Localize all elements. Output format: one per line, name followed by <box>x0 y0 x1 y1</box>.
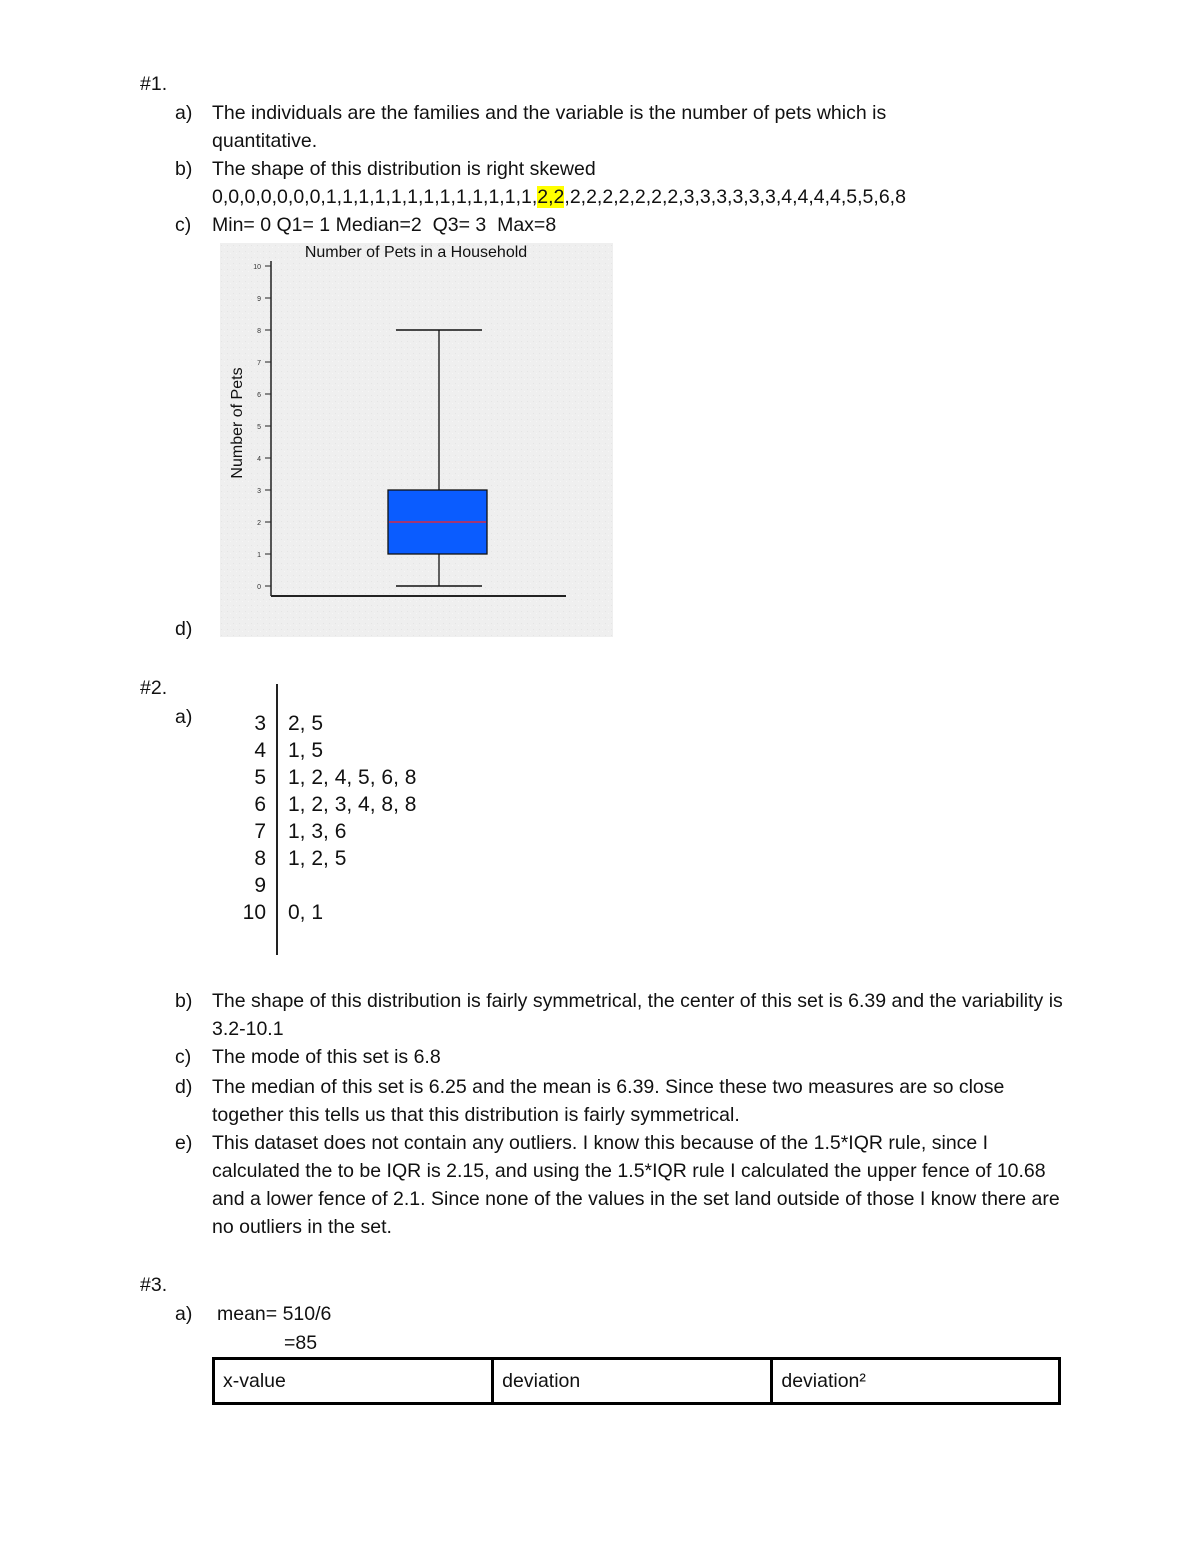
chart-title: Number of Pets in a Household <box>304 244 528 261</box>
y-tick-label: 0 <box>257 584 261 591</box>
table-header-x-value: x-value <box>214 1359 493 1404</box>
y-tick-label: 2 <box>257 520 261 527</box>
q3-heading: #3. <box>140 1274 168 1296</box>
y-tick-label: 9 <box>257 296 261 303</box>
q2-a-label: a) <box>175 706 193 728</box>
q1-b-highlight-comma: , <box>548 186 554 208</box>
leaf-values: 1, 3, 6 <box>288 820 347 843</box>
chart-background <box>220 243 613 637</box>
q2-e-text: This dataset does not contain any outliers. I know this because of the 1.5*IQR rule, since I calculated the to be IQR is 2.15, and using the 1.5*IQR rule I calculated the upper fence of 10.68 and a lower fence of 2.1. Since none of the values in the set land outside of those I know there are no outliers in the set. <box>212 1132 1060 1238</box>
q2-e-label: e) <box>175 1132 193 1154</box>
y-tick-label: 4 <box>257 456 261 463</box>
leaf-values: 0, 1 <box>288 901 324 924</box>
q2-heading: #2. <box>140 677 168 699</box>
q3-mean-line1: mean= 510/6 <box>217 1303 332 1325</box>
stem-value: 9 <box>254 874 266 897</box>
q1-b-text: The shape of this distribution is right skewed <box>212 158 596 180</box>
stemplot-divider <box>276 684 278 955</box>
q2-b-label: b) <box>175 990 193 1012</box>
q1-d-label: d) <box>175 618 193 640</box>
stem-value: 3 <box>254 712 266 735</box>
stem-value: 6 <box>254 793 266 816</box>
chart-y-axis-label: Number of Pets <box>229 367 246 479</box>
table-header-deviation-squared: deviation² <box>772 1359 1060 1404</box>
q1-b-data <box>212 183 906 211</box>
q2-c-label: c) <box>175 1046 192 1068</box>
stem-value: 10 <box>242 901 266 924</box>
q2-d-label: d) <box>175 1076 193 1098</box>
q1-c-label: c) <box>175 214 192 236</box>
deviation-table <box>212 1357 1061 1405</box>
boxplot-chart <box>220 243 613 637</box>
stem-value: 8 <box>254 847 266 870</box>
leaf-values: 1, 2, 5 <box>288 847 347 870</box>
y-tick-label: 8 <box>257 328 261 335</box>
stem-value: 5 <box>254 766 266 789</box>
q1-b-data-post: ,2,2,2,2,2,2,2,3,3,3,3,3,3,4,4,4,4,5,5,6,8 <box>564 186 906 208</box>
q2-b-text: The shape of this distribution is fairly symmetrical, the center of this set is 6.39 and the variability is 3.2-10.1 <box>212 990 1063 1040</box>
q3-a-label: a) <box>175 1303 193 1325</box>
stem-value: 4 <box>254 739 266 762</box>
table-header-row <box>214 1359 1060 1404</box>
y-tick-label: 10 <box>253 264 261 271</box>
q3-mean-line2: =85 <box>284 1332 318 1354</box>
q2-c-text: The mode of this set is 6.8 <box>212 1046 441 1068</box>
q1-heading: #1. <box>140 73 168 95</box>
q1-a-text: The individuals are the families and the variable is the number of pets which is quantitative. <box>212 102 887 152</box>
q1-c-text: Min= 0 Q1= 1 Median=2 Q3= 3 Max=8 <box>212 214 557 236</box>
q2-d-text: The median of this set is 6.25 and the mean is 6.39. Since these two measures are so close together this tells us that this distribution is fairly symmetrical. <box>212 1076 1005 1126</box>
leaf-values: 1, 5 <box>288 739 324 762</box>
y-tick-label: 7 <box>257 360 261 367</box>
leaf-values: 1, 2, 4, 5, 6, 8 <box>288 766 417 789</box>
table-header-deviation: deviation <box>493 1359 772 1404</box>
leaf-values: 2, 5 <box>288 712 324 735</box>
y-tick-label: 6 <box>257 392 261 399</box>
stem-value: 7 <box>254 820 266 843</box>
q1-a-label: a) <box>175 102 193 124</box>
q1-b-highlight-1: 2 <box>537 186 549 208</box>
y-tick-label: 3 <box>257 488 261 495</box>
y-tick-label: 1 <box>257 552 261 559</box>
y-tick-label: 5 <box>257 424 261 431</box>
q1-b-data-pre: 0,0,0,0,0,0,0,1,1,1,1,1,1,1,1,1,1,1,1,1, <box>212 186 538 208</box>
q1-b-highlight-2: 2 <box>553 186 565 208</box>
q1-b-label: b) <box>175 158 193 180</box>
leaf-values: 1, 2, 3, 4, 8, 8 <box>288 793 417 816</box>
